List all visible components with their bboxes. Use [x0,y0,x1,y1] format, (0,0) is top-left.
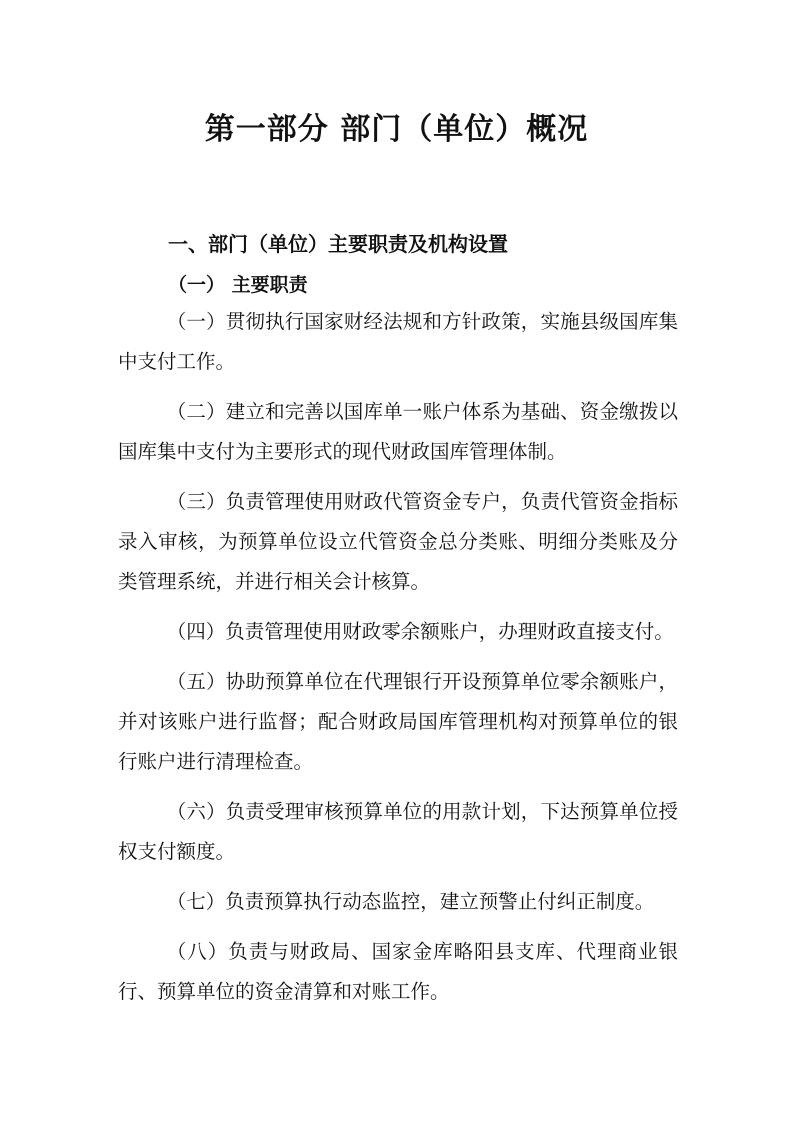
duty-paragraph-2: （二）建立和完善以国库单一账户体系为基础、资金缴拨以国库集中支付为主要形式的现代财政国库管理体制。 [118,400,678,463]
duty-paragraph-5: （五）协助预算单位在代理银行开设预算单位零余额账户，并对该账户进行监督；配合财政局国库管理机构对预算单位的银行账户进行清理检查。 [118,670,678,773]
duty-paragraph-1: （一）贯彻执行国家财经法规和方针政策，实施县级国库集中支付工作。 [118,310,678,373]
duty-paragraph-3: （三）负责管理使用财政代管资金专户，负责代管资金指标录入审核，为预算单位设立代管资金总分类账、明细分类账及分类管理系统，并进行相关会计核算。 [118,490,678,593]
section-heading: 一、部门（单位）主要职责及机构设置 [168,232,508,256]
sub-heading: （一） 主要职责 [168,274,308,296]
duty-paragraph-4: （四）负责管理使用财政零余额账户，办理财政直接支付。 [166,620,674,643]
duty-paragraph-7: （七）负责预算执行动态监控，建立预警止付纠正制度。 [166,890,655,913]
duty-paragraph-6: （六）负责受理审核预算单位的用款计划，下达预算单位授权支付额度。 [118,800,678,863]
duties-list [118,302,678,1022]
page-title: 第一部分 部门（单位）概况 [204,112,589,147]
duty-paragraph-8: （八）负责与财政局、国家金库略阳县支库、代理商业银行、预算单位的资金清算和对账工作。 [118,940,678,1003]
